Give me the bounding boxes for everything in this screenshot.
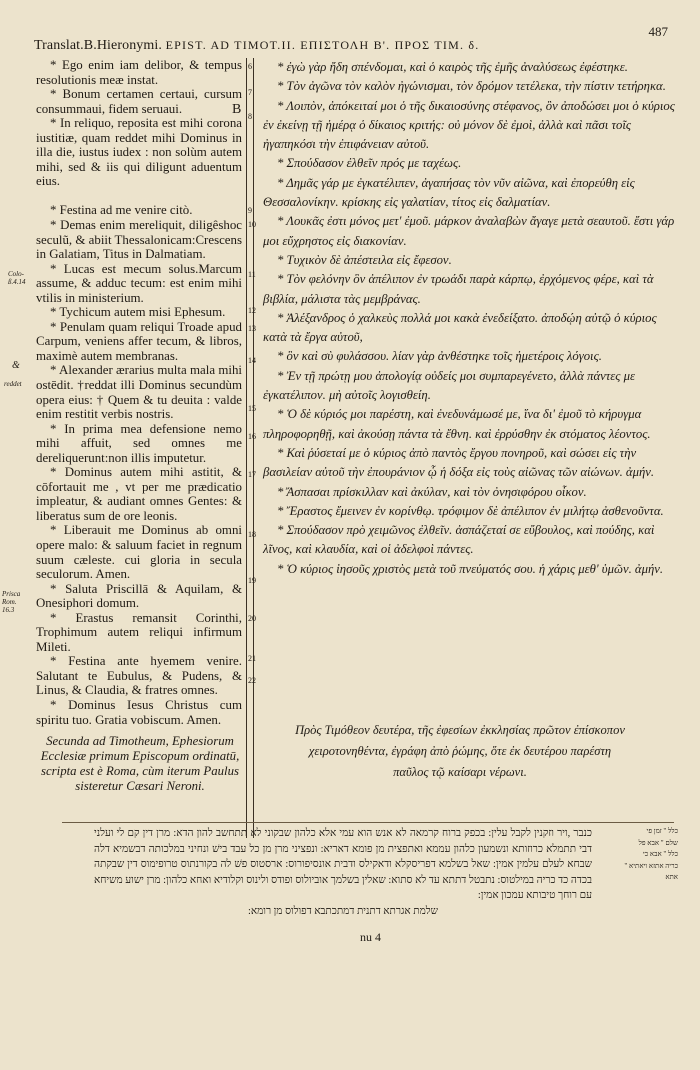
- greek-verse: * Σπούδασον πρὸ χειμῶνος ἐλθεῖν. ἀσπάζεταί σε εὔβουλος, καὶ πούδης, καὶ λῖνος, καὶ κλαυδία, καὶ οἱ ἀδελφοὶ πάντες.: [263, 523, 655, 557]
- greek-verse: * Τὸν φελόνην ὃν ἀπέλιπον ἐν τρωάδι παρὰ κάρπῳ, ἐρχόμενος φέρε, καὶ τὰ βιβλία, μάλιστα τὰς μεμβράνας.: [263, 272, 654, 306]
- margin-note-reddet: reddet: [4, 380, 22, 388]
- latin-column: [36, 58, 242, 727]
- verse-number: 6: [248, 62, 252, 71]
- greek-verse: * Σπούδασον ἐλθεῖν πρός με ταχέως.: [277, 156, 462, 171]
- greek-verse: * Τυχικὸν δὲ ἀπέστειλα εἰς ἔφεσον.: [277, 252, 452, 267]
- syriac-hebrew-text: [94, 826, 592, 920]
- greek-verse: * Ἐν τῇ πρώτῃ μου ἀπολογίᾳ οὐδείς μοι συμπαρεγένετο, ἀλλὰ πάντες με ἐγκατέλιπον. μὴ αὐτοῖς λογισθείη.: [263, 368, 635, 403]
- latin-verse: * Alexander ærarius multa mala mihi ostēdit. †reddat illi Dominus secundùm opera eius: † Quem & tu deuita : valde enim restitit verbis nostris.: [36, 363, 242, 422]
- running-header: [34, 24, 668, 58]
- verse-number: 18: [248, 530, 256, 539]
- hebrew-colophon: שלמת אגרתא דתנית דמתכתבא דפולוס מן רומא:: [248, 905, 438, 917]
- column-rule-left: [246, 58, 247, 838]
- greek-verse: * Ὁ δὲ κύριός μοι παρέστη, καὶ ἐνεδυνάμωσέ με, ἵνα δι' ἐμοῦ τὸ κήρυγμα πληροφορηθῇ, καὶ ἀκούσῃ πάντα τὰ ἔθνη. καὶ ἐρρύσθην ἐκ στόματος λέοντος.: [263, 407, 651, 441]
- greek-verse: * Τὸν ἀγῶνα τὸν καλὸν ἠγώνισμαι, τὸν δρόμον τετέλεκα, τὴν πίστιν τετήρηκα.: [277, 79, 666, 94]
- page-number: 487: [648, 24, 668, 39]
- hebrew-margin-note: כלל " זמן פי: [646, 827, 678, 835]
- verse-number: 15: [248, 404, 256, 413]
- hebrew-margin-note: שלם " אבא פל: [638, 838, 678, 847]
- greek-verse: * Ἀλέξανδρος ὁ χαλκεὺς πολλά μοι κακὰ ἐνεδείξατο. ἀποδῴη αὐτῷ ὁ κύριος κατὰ τὰ ἔργα αὐτοῦ,: [263, 310, 657, 345]
- hebrew-verse: שאל בשלמא דפריסקלא ודאקילס ודבית אונסיפורוס:: [282, 859, 490, 871]
- greek-verse: * ὃν καὶ σὺ φυλάσσου. λίαν γὰρ ἀνθέστηκε τοῖς ἡμετέροις λόγοις.: [277, 349, 602, 364]
- verse-number: 13: [248, 324, 256, 333]
- greek-verse: * Ἄσπασαι πρίσκιλλαν καὶ ἀκύλαν, καὶ τὸν ὀνησιφόρου οἶκον.: [277, 484, 587, 499]
- hebrew-verse: בכפק ברוח קרמאה לא אנש הוא עמי אלא כלהון שבקוני לא תתחשב להון הדא:: [170, 828, 486, 839]
- latin-verse: * Dominus autem mihi astitit, & cōfortauit me , vt per me prædicatio impleatur, & audiant omnes Gentes: & liberatus sum de ore leonis.: [36, 465, 242, 523]
- margin-note-colo: Colo-ß.4.14: [8, 270, 26, 286]
- verse-number: 10: [248, 220, 256, 229]
- hebrew-margin-note: אתא: [665, 873, 678, 882]
- verse-number: 12: [248, 306, 256, 315]
- latin-verse: * Tychicum autem misi Ephesum.: [50, 305, 226, 320]
- verse-number: 21: [248, 654, 256, 663]
- hebrew-section-rule: [62, 822, 674, 823]
- latin-subscription: Secunda ad Timotheum, Ephesiorum Ecclesiæ primum Episcopum ordinatū, scripta est è Roma, cùm iterum Paulus sisteretur Cæsari Neroni.: [40, 734, 240, 793]
- latin-verse: * Ego enim iam delibor, & tempus resolutionis meæ instat.: [36, 58, 242, 87]
- hebrew-paragraph: [94, 826, 592, 904]
- greek-column: [263, 58, 675, 579]
- verse-number: 17: [248, 470, 256, 479]
- latin-verse: * Dominus Iesus Christus cum spiritu tuo. Gratia vobiscum. Amen.: [36, 698, 242, 727]
- verse-number: 20: [248, 614, 256, 623]
- latin-verse: * Demas enim mereliquit, diligêshoc seculũ, & abiit Thessalonicam:Crescens in Galatiam, Titus in Dalmatiam.: [36, 217, 242, 262]
- latin-verse: * Bonum certamen certaui, cursum consummaui, fidem seruaui.: [36, 87, 242, 116]
- latin-verse: * Erastus remansit Corinthi, Trophimum autem reliqui infirmum Mileti.: [36, 610, 242, 654]
- header-latin-title: Translat.B.Hieronymi.: [34, 38, 162, 53]
- hebrew-marginal-notes: [588, 826, 678, 884]
- verse-number: 16: [248, 432, 256, 441]
- latin-verse: * In reliquo, reposita est mihi corona iustitiæ, quam reddet mihi Dominus in illa die, iustus iudex : non solùm autem mihi, sed & iis qui diligunt aduentum eius.: [36, 116, 242, 189]
- margin-note-prisca: Prisca Rom. 16.3: [2, 590, 21, 614]
- hebrew-verse: ונפציני מרן מן כל עבד בישׁ ונחיני במלכותה דבשמיא דלה שבחא לעלם עלמין אמין:: [94, 843, 592, 871]
- hebrew-margin-note: כריה אתזא ויאתיא ": [624, 861, 678, 870]
- hebrew-verse: מרן ישוע משיחא עם רוחך טיבותא עמכון אמין:: [94, 874, 592, 902]
- latin-verse: * Lucas est mecum solus.Marcum assume, & adduc tecum: est enim mihi vtilis in ministerium.: [36, 261, 242, 305]
- latin-verse: * Saluta Priscillā & Aquilam, & Onesiphori domum.: [36, 581, 242, 611]
- latin-verse: * Festina ad me venire citò.: [50, 203, 193, 218]
- greek-verse: * Ἔραστος ἔμεινεν ἐν κορίνθῳ. τρόφιμον δὲ ἀπέλιπον ἐν μιλήτῳ ἀσθενοῦντα.: [277, 503, 664, 518]
- verse-number: 19: [248, 576, 256, 585]
- greek-verse: * Ὁ κύριος ἰησοῦς χριστὸς μετὰ τοῦ πνεύματός σου. ἡ χάρις μεθ' ὑμῶν. ἀμήν.: [277, 561, 664, 576]
- latin-verse: * Liberauit me Dominus ab omni opere malo: & saluum faciet in regnum suum cæleste. cui gloria in secula seculorum. Amen.: [36, 523, 242, 582]
- greek-verse: * Λουκᾶς ἐστι μόνος μετ' ἐμοῦ. μάρκον ἀναλαβὼν ἄγαγε μετὰ σεαυτοῦ. ἔστι γάρ μοι εὔχρηστος εἰς διακονίαν.: [263, 214, 675, 248]
- hebrew-verse: נתבטל דתתא עד לא סתוא: שאלין בשלמך אוביולוס ופודס ולינוס וקלודיא ואחא כלהון:: [160, 874, 495, 886]
- verse-number: 22: [248, 676, 256, 685]
- verse-number: 9: [248, 206, 252, 215]
- column-rule-right: [253, 58, 254, 838]
- verse-number: 8: [248, 112, 252, 121]
- greek-verse: * Δημᾶς γάρ με ἐγκατέλιπεν, ἀγαπήσας τὸν νῦν αἰῶνα, καὶ ἐπορεύθη εἰς Θεσσαλονίκην. κρίσκης εἰς γαλατίαν, τίτος εἰς δαλματίαν.: [263, 175, 635, 210]
- latin-verse: * Festina ante hyemem venire. Salutant te Eubulus, & Pudens, & Linus, & Claudia, & fratres omnes.: [36, 654, 242, 698]
- header-greek-title: EPIST. AD TIMOT.II. ΕΠΙΣΤΟΛΗ Β'. ΠΡΟΣ ΤΙΜ. δ.: [165, 38, 480, 52]
- paragraph-gap: [36, 189, 242, 204]
- margin-note-ac: &: [12, 360, 20, 371]
- section-letter: B: [232, 102, 242, 117]
- greek-verse: * Λοιπὸν, ἀπόκειταί μοι ὁ τῆς δικαιοσύνης στέφανος, ὃν ἀποδώσει μοι ὁ κύριος ἐν ἐκείνῃ τῇ ἡμέρᾳ ὁ δίκαιος κριτής: οὐ μόνον δὲ ἐμοὶ, ἀλλὰ καὶ πᾶσι τοῖς ἠγαπηκόσι τὴν ἐπιφάνειαν αὐτοῦ.: [263, 98, 675, 152]
- greek-subscription: Πρὸς Τιμόθεον δευτέρα, τῆς ἐφεσίων ἐκκλησίας πρῶτον ἐπίσκοπον χειροτονηθέντα, ἐγράφη ἀπὸ ῥώμης, ὅτε ἐκ δευτέρου παρέστη παῦλος τῷ καίσαρι νέρωνι.: [295, 723, 625, 779]
- greek-verse: * ἐγὼ γὰρ ἤδη σπένδομαι, καὶ ὁ καιρὸς τῆς ἐμῆς ἀναλύσεως ἐφέστηκε.: [277, 60, 628, 74]
- latin-verse: * Penulam quam reliqui Troade apud Carpum, veniens affer tecum, & libros, maximè autem membranas.: [36, 319, 242, 363]
- signature-mark: nu 4: [360, 930, 381, 944]
- verse-number: 11: [248, 270, 256, 279]
- hebrew-verse: מרן דין קם לי ועלני דבי תתמלא כרוזותא ונשמעון כלהון עממא ואתפצית מן פומא דאריא:: [94, 828, 592, 855]
- verse-number: 14: [248, 356, 256, 365]
- greek-verse: * Καὶ ῥύσεταί με ὁ κύριος ἀπὸ παντὸς ἔργου πονηροῦ, καὶ σώσει εἰς τὴν βασιλείαν αὐτοῦ τὴν ἐπουράνιον ᾧ ἡ δόξα εἰς τοὺς αἰῶνας τῶν αἰώνων. ἀμήν.: [263, 445, 655, 480]
- hebrew-verse: כנבר ,ויר וזקנין לקבל עלין:: [485, 828, 592, 839]
- hebrew-verse: ארסטוס פשׁ לה בקורנתוס טרופימוס דין שבקתה בכדה כד כריה במילטוס:: [94, 859, 592, 886]
- verse-number: 7: [248, 88, 252, 97]
- latin-verse: * In prima mea defensione nemo mihi affuit, sed omnes me dereliquerunt:non illis imputetur.: [36, 421, 242, 465]
- hebrew-margin-note: כלל " אבא כי: [642, 850, 678, 859]
